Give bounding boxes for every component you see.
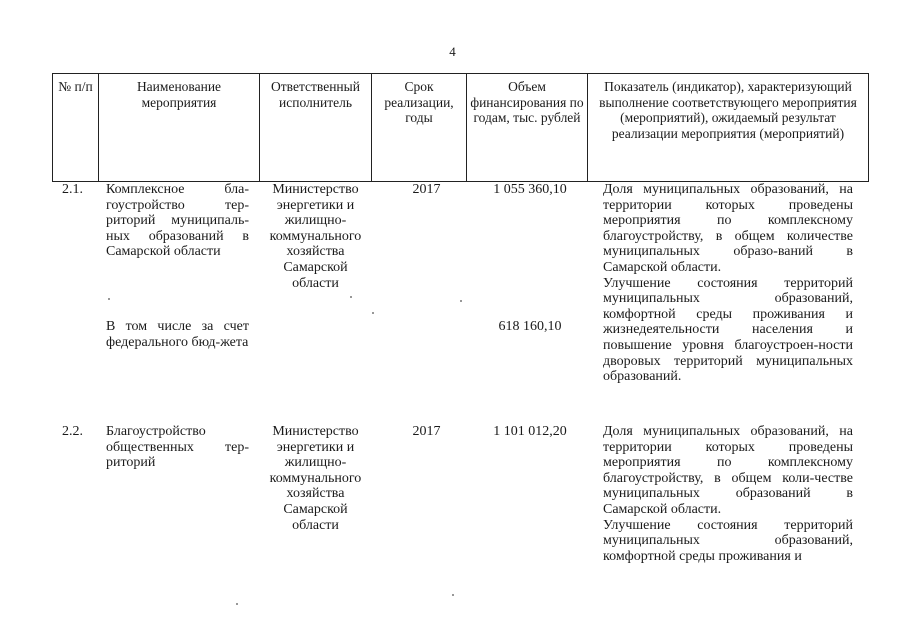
indicator-paragraph: Улучшение состояния территорий муниципальных образований, комфортной среды проживания и жизнедеятельности населения и повышение уровня благоустроен-ности дворовых территорий муниципальных образований. [603, 275, 853, 385]
responsible-executor: Министерство энергетики и жилищно-коммунального хозяйства Самарской области [269, 424, 362, 533]
indicator-paragraph: Доля муниципальных образований, на территории которых проведены мероприятия по комплексному благоустройству, в общем количестве муниципальных образо-ваний в Самарской области. [603, 182, 853, 275]
header-indicator: Показатель (индикатор), характеризующий выполнение соответствующего мероприятия (мероприятий), ожидаемый результат реализации мероприятия (мероприятий) [588, 74, 869, 182]
indicator-text [603, 182, 853, 385]
page-number: 4 [449, 44, 456, 59]
header-executor: Ответственный исполнитель [260, 74, 372, 182]
header-financing: Объем финансирования по годам, тыс. рублей [467, 74, 588, 182]
implementation-term: 2017 [412, 424, 441, 439]
scan-speck [236, 603, 238, 605]
scan-speck [108, 298, 110, 300]
row-number: 2.1. [62, 182, 83, 197]
federal-budget-label: В том числе за счет федерального бюд-жета [106, 319, 249, 350]
header-name: Наименование мероприятия [99, 74, 260, 182]
table-header [52, 73, 869, 182]
header-number: № п/п [53, 74, 99, 182]
indicator-text [603, 424, 853, 564]
scan-speck [460, 300, 462, 302]
measure-name: Комплексное бла-гоустройство тер-риторий муниципаль-ных образований в Самарской области [106, 182, 249, 260]
scan-speck [350, 296, 352, 298]
row-number: 2.2. [62, 424, 83, 439]
indicator-paragraph: Доля муниципальных образований, на территории которых проведены мероприятия по комплексному благоустройству, в общем коли-честве муниципальных образований в Самарской области. [603, 424, 853, 517]
financing-amount: 1 055 360,10 [493, 182, 567, 197]
scan-speck [372, 312, 374, 314]
federal-budget-amount: 618 160,10 [498, 319, 562, 334]
header-term: Срок реализации, годы [372, 74, 467, 182]
measure-name: Благоустройство общественных тер-риторий [106, 424, 249, 471]
indicator-paragraph: Улучшение состояния территорий муниципальных образований, комфортной среды проживания и [603, 517, 853, 564]
implementation-term: 2017 [412, 182, 441, 197]
financing-amount: 1 101 012,20 [493, 424, 567, 439]
scan-speck [452, 594, 454, 596]
responsible-executor: Министерство энергетики и жилищно-коммунального хозяйства Самарской области [269, 182, 362, 291]
